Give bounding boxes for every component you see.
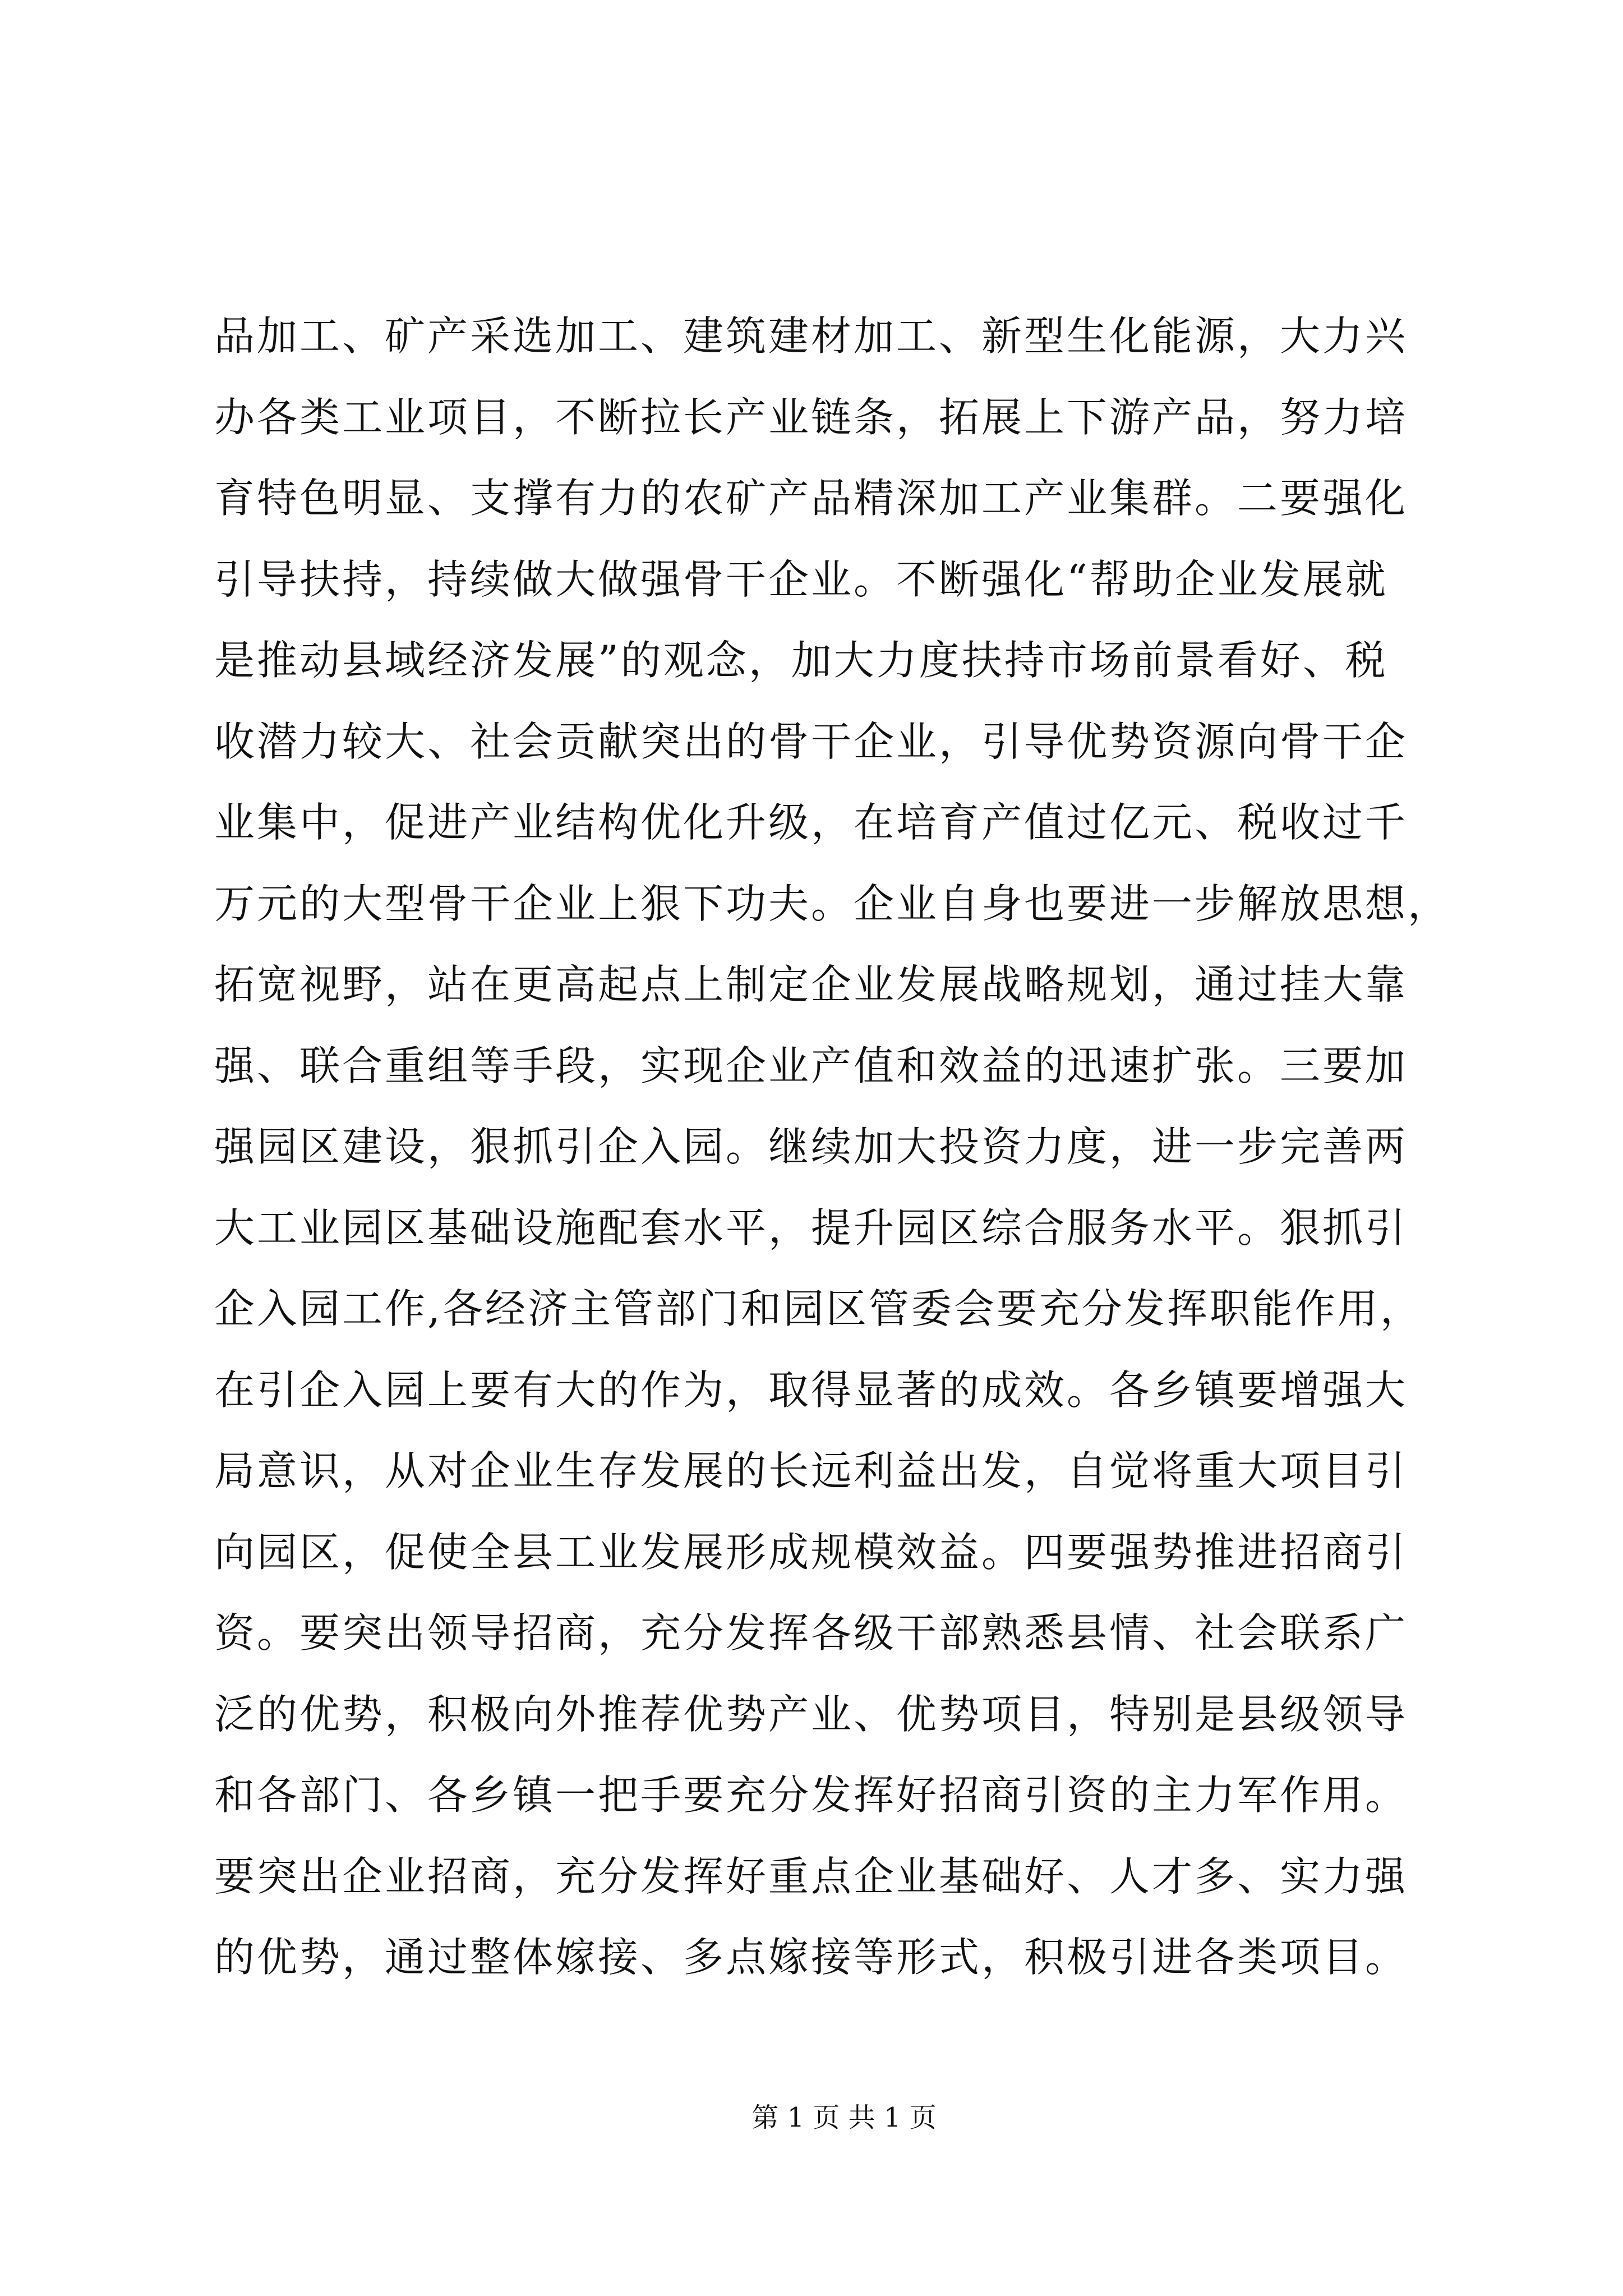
paragraph-line: 要突出企业招商，充分发挥好重点企业基础好、人才多、实力强 <box>214 1852 1408 1900</box>
paragraph-line: 业集中，促进产业结构优化升级，在培育产值过亿元、税收过千 <box>214 799 1408 846</box>
paragraph-line: 强园区建设，狠抓引企入园。继续加大投资力度，进一步完善两 <box>214 1123 1408 1170</box>
paragraph-line: 企入园工作,各经济主管部门和园区管委会要充分发挥职能作用， <box>214 1285 1423 1332</box>
body-text <box>214 296 1451 1998</box>
paragraph-line: 万元的大型骨干企业上狠下功夫。企业自身也要进一步解放思想， <box>214 880 1451 927</box>
paragraph-line: 收潜力较大、社会贡献突出的骨干企业，引导优势资源向骨干企 <box>214 717 1408 765</box>
paragraph-line: 泛的优势，积极向外推荐优势产业、优势项目，特别是县级领导 <box>214 1690 1408 1738</box>
paragraph-line: 在引企入园上要有大的作为，取得显著的成效。各乡镇要增强大 <box>214 1366 1408 1414</box>
paragraph-line: 和各部门、各乡镇一把手要充分发挥好招商引资的主力军作用。 <box>214 1772 1408 1819</box>
paragraph-line: 资。要突出领导招商，充分发挥各级干部熟悉县情、社会联系广 <box>214 1609 1408 1657</box>
paragraph-line: 引导扶持，持续做大做强骨干企业。不断强化“帮助企业发展就 <box>214 555 1388 603</box>
paragraph-line: 局意识，从对企业生存发展的长远利益出发，自觉将重大项目引 <box>214 1447 1408 1494</box>
paragraph-line: 向园区，促使全县工业发展形成规模效益。四要强势推进招商引 <box>214 1528 1408 1576</box>
paragraph-line: 育特色明显、支撑有力的农矿产品精深加工产业集群。二要强化 <box>214 475 1408 522</box>
paragraph-line: 品加工、矿产采选加工、建筑建材加工、新型生化能源，大力兴 <box>214 312 1408 360</box>
paragraph-line: 大工业园区基础设施配套水平，提升园区综合服务水平。狠抓引 <box>214 1204 1408 1251</box>
paragraph-line: 的优势，通过整体嫁接、多点嫁接等形式，积极引进各类项目。 <box>214 1934 1408 1981</box>
page-number-footer: 第 1 页 共 1 页 <box>751 2102 937 2133</box>
paragraph-line: 拓宽视野，站在更高起点上制定企业发展战略规划，通过挂大靠 <box>214 961 1408 1008</box>
paragraph-line: 办各类工业项目，不断拉长产业链条，拓展上下游产品，努力培 <box>214 393 1408 441</box>
paragraph-line: 强、联合重组等手段，实现企业产值和效益的迅速扩张。三要加 <box>214 1042 1408 1089</box>
paragraph-line: 是推动县域经济发展”的观念，加大力度扶持市场前景看好、税 <box>214 637 1388 684</box>
